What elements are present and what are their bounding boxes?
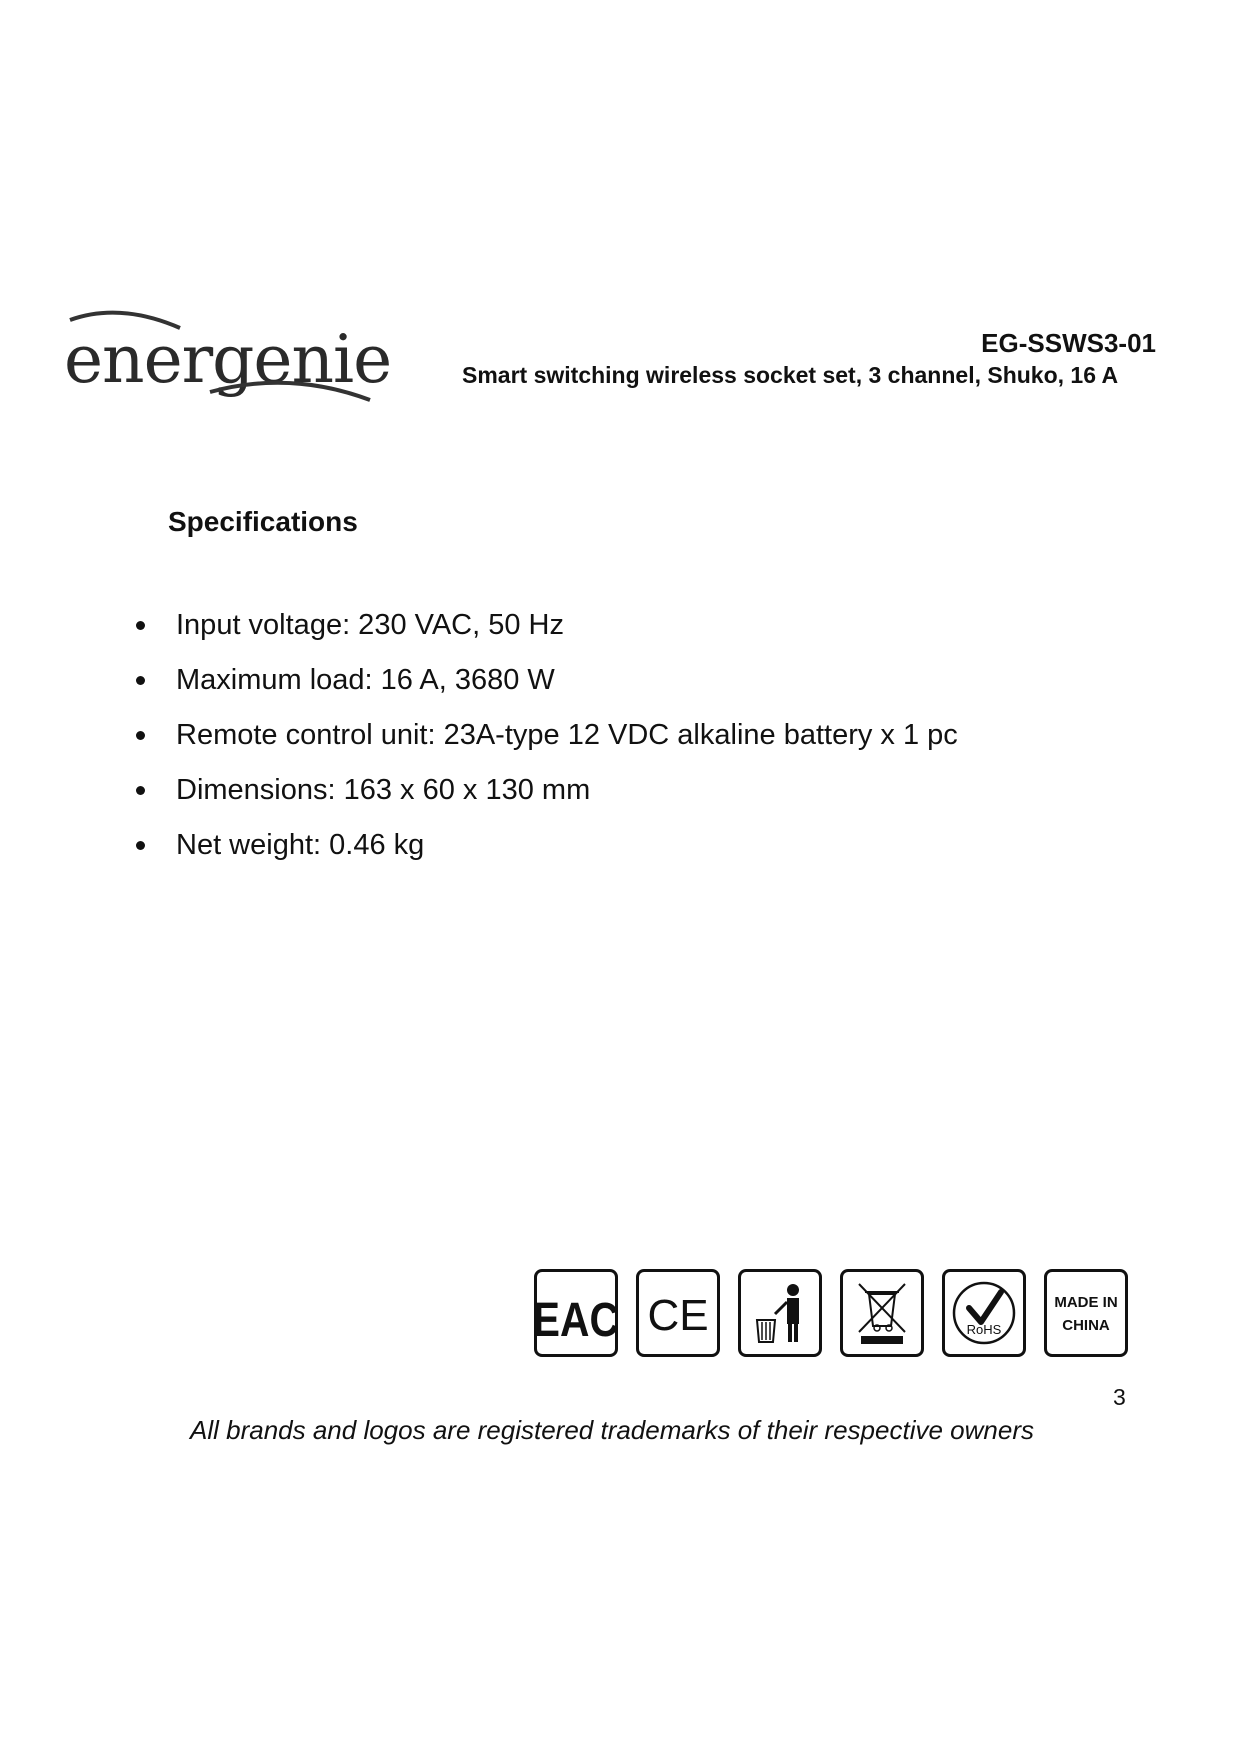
page-number: 3 bbox=[1113, 1384, 1126, 1410]
svg-text:energenie: energenie bbox=[64, 321, 392, 398]
section-heading: Specifications bbox=[168, 506, 358, 537]
rohs-mark bbox=[942, 1269, 1026, 1357]
trademark-note: All brands and logos are registered trademarks of their respective owners bbox=[190, 1415, 1034, 1445]
svg-text:CE: CE bbox=[647, 1291, 709, 1340]
spec-text: Net weight: 0.46 kg bbox=[176, 829, 425, 861]
weee-crossed-bin-icon bbox=[840, 1269, 924, 1357]
bullet-icon bbox=[136, 841, 145, 850]
brand-logo bbox=[60, 300, 392, 415]
list-item bbox=[128, 714, 958, 769]
eac-mark bbox=[534, 1269, 618, 1357]
spec-text: Maximum load: 16 A, 3680 W bbox=[176, 664, 555, 696]
certification-marks bbox=[534, 1269, 1128, 1357]
bullet-icon bbox=[136, 731, 145, 740]
svg-text:CHINA: CHINA bbox=[1062, 1317, 1110, 1334]
list-item bbox=[128, 824, 958, 879]
svg-text:EAC: EAC bbox=[532, 1293, 619, 1347]
spec-text: Dimensions: 163 x 60 x 130 mm bbox=[176, 774, 591, 806]
bullet-icon bbox=[136, 621, 145, 630]
spec-text: Input voltage: 230 VAC, 50 Hz bbox=[176, 609, 564, 641]
spec-text: Remote control unit: 23A-type 12 VDC alkaline battery x 1 pc bbox=[176, 719, 958, 751]
made-in-china-mark bbox=[1044, 1269, 1128, 1357]
spec-list bbox=[128, 604, 958, 879]
product-subtitle: Smart switching wireless socket set, 3 channel, Shuko, 16 A bbox=[462, 362, 1119, 388]
dispose-in-bin-icon bbox=[738, 1269, 822, 1357]
svg-text:MADE IN: MADE IN bbox=[1054, 1294, 1118, 1311]
list-item bbox=[128, 659, 958, 714]
list-item bbox=[128, 604, 958, 659]
model-number: EG-SSWS3-01 bbox=[981, 328, 1156, 358]
bullet-icon bbox=[136, 786, 145, 795]
ce-mark bbox=[636, 1269, 720, 1357]
bullet-icon bbox=[136, 676, 145, 685]
svg-text:RoHS: RoHS bbox=[966, 1322, 1002, 1337]
list-item bbox=[128, 769, 958, 824]
